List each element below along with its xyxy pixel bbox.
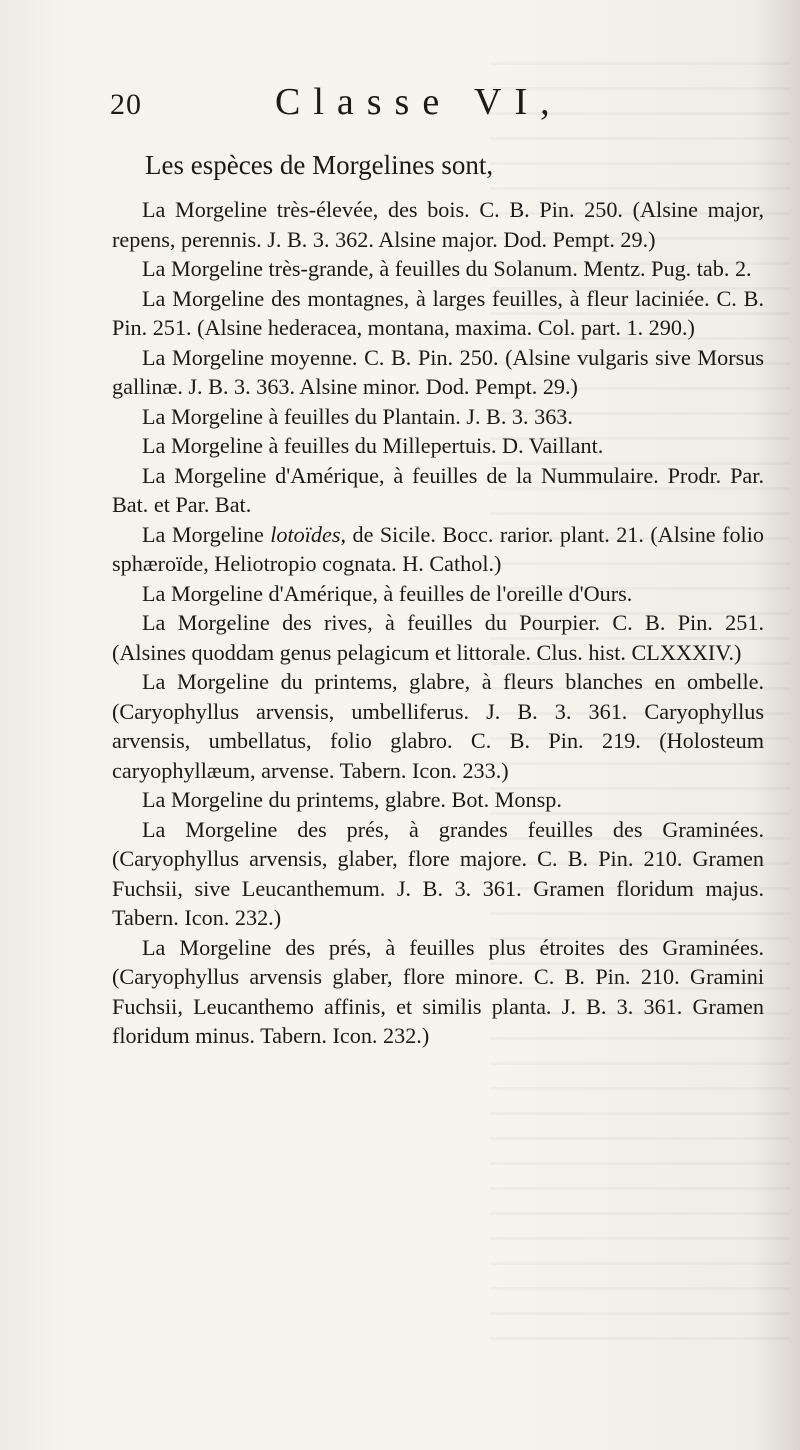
- species-entry: La Morgeline à feuilles du Millepertuis. D. Vaillant.: [142, 433, 604, 458]
- species-entry: La Morgeline d'Amérique, à feuilles de la Nummulaire. Prodr. Par. Bat. et Par. Bat.: [112, 462, 764, 517]
- page-number: 20: [110, 88, 142, 121]
- section-heading: Les espèces de Morgelines sont,: [145, 150, 494, 180]
- species-entry: [112, 520, 764, 579]
- species-entry: La Morgeline d'Amérique, à feuilles de l'oreille d'Ours.: [142, 580, 633, 606]
- running-title: Classe VI,: [275, 81, 563, 123]
- entry-text-before: La Morgeline: [142, 521, 271, 547]
- species-list: [112, 195, 764, 1051]
- page-header: [110, 80, 600, 130]
- species-entry: La Morgeline très-élevée, des bois. C. B. Pin. 250. (Alsine major, repens, perennis. J. B. 3. 362. Alsine major. Dod. Pempt. 29.): [112, 197, 764, 252]
- species-entry: La Morgeline des montagnes, à larges feuilles, à fleur laciniée. C. B. Pin. 251. (Alsine hederacea, montana, maxima. Col. part. 1. 290.): [112, 285, 764, 340]
- species-entry: La Morgeline moyenne. C. B. Pin. 250. (Alsine vulgaris sive Morsus gallinæ. J. B. 3. 363. Alsine minor. Dod. Pempt. 29.): [112, 344, 764, 399]
- species-entry: La Morgeline très-grande, à feuilles du Solanum. Mentz. Pug. tab. 2.: [142, 256, 752, 281]
- species-entry: La Morgeline des prés, à feuilles plus étroites des Graminées. (Caryophyllus arvensis glaber, flore minore. C. B. Pin. 210. Gramini Fuchsii, Leucanthemo affinis, et similis planta. J. B. 3. 361. Gramen floridum minus. Tabern. Icon. 232.): [112, 934, 764, 1048]
- species-entry: La Morgeline des rives, à feuilles du Pourpier. C. B. Pin. 251. (Alsines quoddam genus pelagicum et littorale. Clus. hist. CLXXXIV.): [112, 610, 764, 665]
- entry-text-after: , de Sicile. Bocc. rarior. plant. 21. (Alsine folio sphæroïde, Heliotropio cognata. H. Cathol.): [112, 521, 764, 576]
- entry-italic-name: lotoïdes: [270, 521, 341, 547]
- species-entry: La Morgeline à feuilles du Plantain. J. B. 3. 363.: [142, 403, 573, 429]
- species-entry: La Morgeline du printems, glabre, à fleurs blanches en ombelle. (Caryophyllus arvensis, umbelliferus. J. B. 3. 361. Caryophyllus arvensis, umbellatus, folio glabro. C. B. Pin. 219. (Holosteum caryophyllæum, arvense. Tabern. Icon. 233.): [112, 669, 764, 783]
- species-entry: La Morgeline des prés, à grandes feuilles des Graminées. (Caryophyllus arvensis, glaber, flore majore. C. B. Pin. 210. Gramen Fuchsii, sive Leucanthemum. J. B. 3. 361. Gramen floridum majus. Tabern. Icon. 232.): [112, 816, 764, 930]
- species-entry: La Morgeline du printems, glabre. Bot. Monsp.: [142, 787, 562, 812]
